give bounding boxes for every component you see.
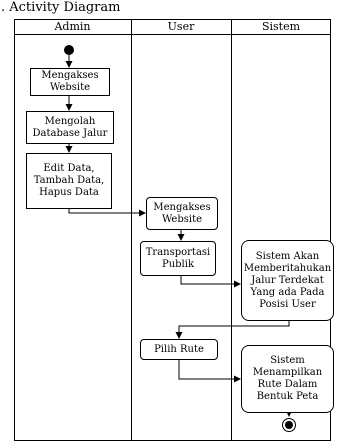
flow-edit-to-user-website xyxy=(69,209,145,213)
lane-header-sistem: Sistem xyxy=(231,19,331,35)
activity-mengolah-database-jalur: Mengolah Database Jalur xyxy=(26,111,114,144)
flow-transport-to-sistem xyxy=(181,276,240,284)
flow-sistem-to-pilih xyxy=(179,321,289,338)
activity-mengakses-website-admin: Mengakses Website xyxy=(30,68,110,96)
activity-pilih-rute: Pilih Rute xyxy=(140,339,218,360)
diagram-caption: . Activity Diagram xyxy=(1,0,121,15)
flow-pilih-to-menampilkan xyxy=(179,360,240,379)
lane-header-admin: Admin xyxy=(14,19,131,35)
activity-transportasi-publik: Transportasi Publik xyxy=(140,241,216,276)
end-node-inner xyxy=(285,421,293,429)
lane-header-user: User xyxy=(131,19,231,35)
activity-sistem-menampilkan-rute: Sistem Menampilkan Rute Dalam Bentuk Peta xyxy=(241,345,334,413)
start-node xyxy=(64,45,74,55)
activity-edit-tambah-hapus-data: Edit Data, Tambah Data, Hapus Data xyxy=(26,153,112,209)
activity-sistem-memberitahukan-jalur: Sistem Akan Memberitahukan Jalur Terdekat Yang ada Pada Posisi User xyxy=(241,240,334,321)
activity-mengakses-website-user: Mengakses Website xyxy=(146,197,218,230)
